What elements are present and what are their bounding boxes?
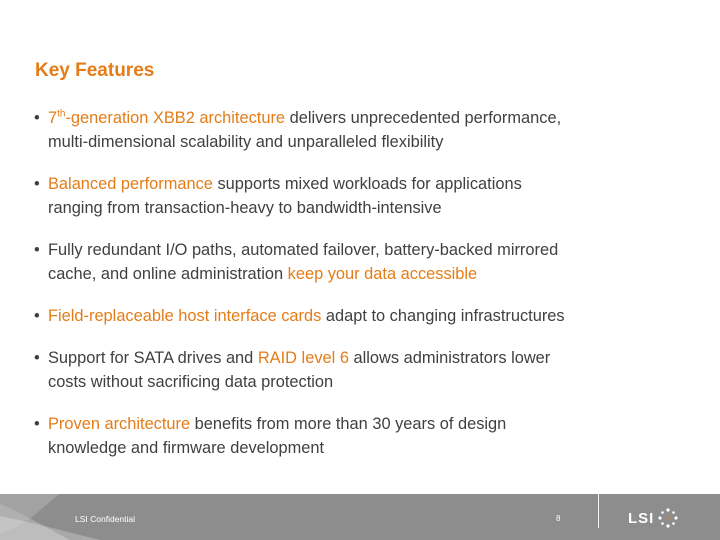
bullet-text: benefits from more than 30 years of design xyxy=(190,415,507,433)
bullet-line xyxy=(48,196,694,220)
bullet-dot: • xyxy=(34,241,40,259)
bullet-text: delivers unprecedented performance, xyxy=(285,109,562,127)
bullet-text: Support for SATA drives and xyxy=(48,349,258,367)
bullet-item xyxy=(34,304,694,328)
bullet-text: allows administrators lower xyxy=(348,349,551,367)
bullet-text: adapt to changing infrastructures xyxy=(321,307,565,325)
bullet-item xyxy=(34,172,694,220)
bullet-line xyxy=(48,262,694,286)
bullet-text: knowledge and firmware development xyxy=(48,439,325,457)
logo-text: LSI xyxy=(628,509,655,527)
bullet-item xyxy=(34,238,694,286)
highlighted-text: RAID level 6 xyxy=(257,349,349,367)
bullet-dot: • xyxy=(34,349,40,367)
bullet-text: supports mixed workloads for applications xyxy=(212,175,522,193)
bullet-dot: • xyxy=(34,175,40,193)
bullet-line xyxy=(48,172,694,196)
highlighted-text: keep your data accessible xyxy=(287,265,478,283)
bullet-line xyxy=(48,304,694,328)
bullet-dot: • xyxy=(34,307,40,325)
footer-bar xyxy=(0,494,720,540)
page-number: 8 xyxy=(556,514,561,523)
bullet-text: Fully redundant I/O paths, automated failover, battery-backed mirrored xyxy=(48,241,559,259)
bullet-dot: • xyxy=(34,109,40,127)
bullet-item xyxy=(34,346,694,394)
bullet-item xyxy=(34,412,694,460)
highlighted-text: Proven architecture xyxy=(48,415,191,433)
bullet-line xyxy=(48,370,694,394)
bullet-line xyxy=(48,346,694,370)
bullet-text: ranging from transaction-heavy to bandwidth-intensive xyxy=(48,199,442,217)
bullet-list xyxy=(34,106,694,478)
highlighted-text: th xyxy=(57,108,66,120)
bullet-text: multi-dimensional scalability and unparalleled flexibility xyxy=(48,133,444,151)
slide-title: Key Features xyxy=(35,60,155,81)
bullet-line xyxy=(48,412,694,436)
starburst-icon xyxy=(657,507,679,529)
confidential-label: LSI Confidential xyxy=(75,514,136,524)
highlighted-text: Field-replaceable host interface cards xyxy=(48,307,322,325)
bullet-line xyxy=(48,436,694,460)
highlighted-text: Balanced performance xyxy=(48,175,213,193)
highlighted-text: -generation XBB2 architecture xyxy=(65,109,286,127)
bullet-line xyxy=(48,238,694,262)
bullet-line xyxy=(48,130,694,154)
highlighted-text: 7 xyxy=(48,109,58,127)
bullet-line xyxy=(48,106,694,130)
lsi-logo xyxy=(628,508,679,528)
footer-divider xyxy=(598,494,599,528)
bullet-text: costs without sacrificing data protection xyxy=(48,373,334,391)
bullet-text: cache, and online administration xyxy=(48,265,288,283)
bullet-dot: • xyxy=(34,415,40,433)
bullet-item xyxy=(34,106,694,154)
